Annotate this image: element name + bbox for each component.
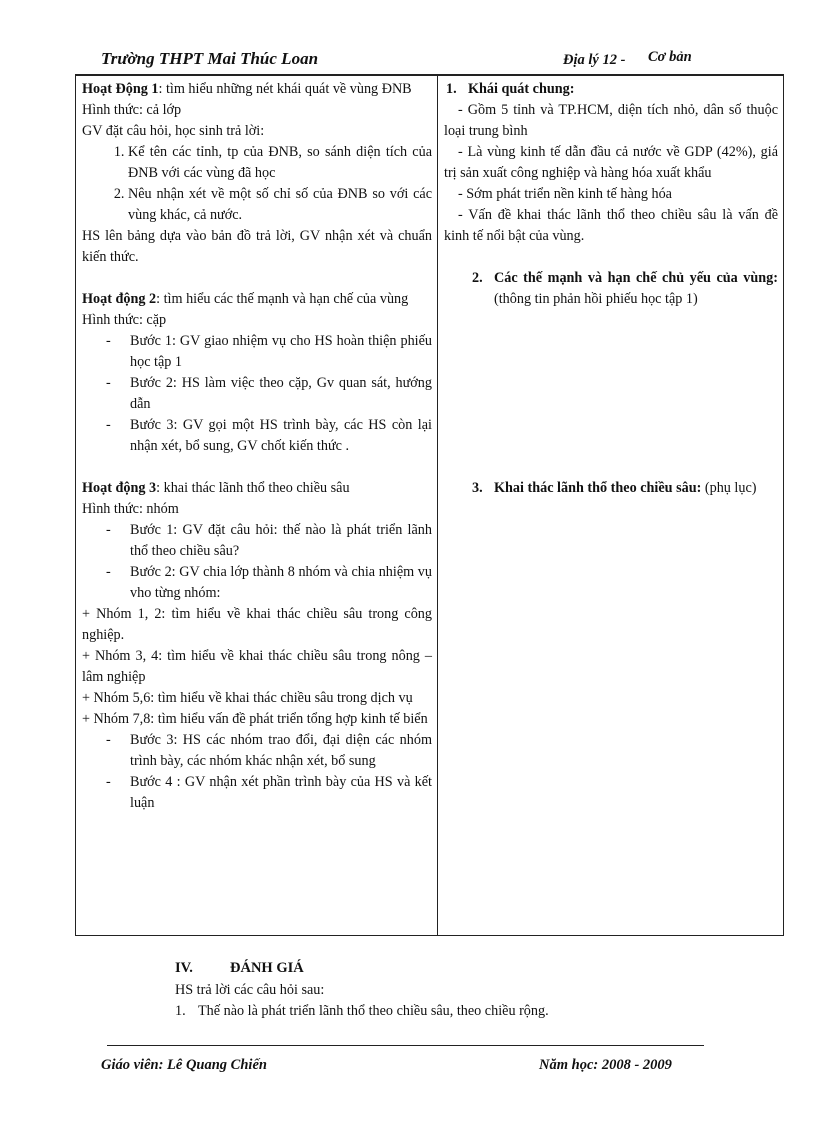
- activity-1-form: Hình thức: cả lớp: [82, 102, 182, 118]
- section-1-line: - Là vùng kinh tế dẫn đầu cả nước về GDP (42%), giá trị sản xuất công nghiệp và hàng hóa xuất khẩu: [444, 144, 778, 181]
- group-task: + Nhóm 3, 4: tìm hiểu về khai thác chiều sâu trong nông – lâm nghiệp: [82, 648, 432, 685]
- activities-column: [76, 76, 438, 936]
- section-2-note: (thông tin phản hồi phiếu học tập 1): [494, 291, 698, 307]
- level-label: Cơ bản: [648, 49, 692, 65]
- list-item: - Bước 3: GV gọi một HS trình bày, các HS còn lại nhận xét, bổ sung, GV chốt kiến thức .: [130, 415, 432, 457]
- activity-3-heading: [82, 478, 432, 499]
- activity-2-title: Hoạt động 2: [82, 291, 157, 307]
- evaluation-intro: HS trả lời các câu hỏi sau:: [175, 982, 325, 998]
- footer-teacher: Giáo viên: Lê Quang Chiến: [101, 1057, 267, 1073]
- question-number: 1.: [175, 1003, 186, 1019]
- activity-2-form: Hình thức: cặp: [82, 312, 167, 328]
- activity-2-steps: [82, 331, 432, 457]
- activity-1-questions: [82, 142, 432, 226]
- list-item: - Bước 2: GV chia lớp thành 8 nhóm và chia nhiệm vụ vho từng nhóm:: [130, 562, 432, 604]
- activity-2-desc: : tìm hiểu các thế mạnh và hạn chế của vùng: [156, 291, 409, 307]
- activity-1-intro: GV đặt câu hỏi, học sinh trả lời:: [82, 123, 265, 139]
- section-1-line: - Gồm 5 tỉnh và TP.HCM, diện tích nhỏ, dân số thuộc loại trung bình: [444, 102, 778, 139]
- group-task: + Nhóm 5,6: tìm hiểu về khai thác chiều sâu trong dịch vụ: [82, 690, 413, 706]
- content-column: [438, 76, 784, 936]
- question-text: Thế nào là phát triển lãnh thổ theo chiều sâu, theo chiều rộng.: [198, 1003, 549, 1019]
- list-item: - Bước 1: GV đặt câu hỏi: thế nào là phát triển lãnh thổ theo chiều sâu?: [130, 520, 432, 562]
- section-1-line: - Vấn đề khai thác lãnh thổ theo chiều sâu là vấn đề kinh tế nổi bật của vùng.: [444, 207, 778, 244]
- subject-label: Địa lý 12 -: [563, 52, 626, 68]
- group-task: + Nhóm 7,8: tìm hiểu vấn đề phát triển tổng hợp kinh tế biển: [82, 711, 428, 727]
- activity-3-form: Hình thức: nhóm: [82, 501, 179, 517]
- evaluation-heading: [175, 960, 304, 977]
- section-3-note: (phụ lục): [701, 480, 757, 496]
- section-1-title: Khái quát chung:: [468, 81, 575, 97]
- evaluation-title: ĐÁNH GIÁ: [230, 960, 304, 976]
- evaluation-number: IV.: [175, 960, 193, 976]
- section-3: [444, 478, 778, 499]
- lesson-table: [75, 75, 784, 936]
- list-item: - Bước 4 : GV nhận xét phần trình bày của HS và kết luận: [130, 772, 432, 814]
- activity-3-desc: : khai thác lãnh thổ theo chiều sâu: [156, 480, 350, 496]
- list-item: 1. Kể tên các tỉnh, tp của ĐNB, so sánh diện tích của ĐNB với các vùng đã học: [128, 142, 432, 184]
- evaluation-question: [175, 1003, 549, 1020]
- activity-1-heading: [82, 79, 432, 100]
- section-2-title: Các thế mạnh và hạn chế chủ yếu của vùng:: [494, 270, 778, 286]
- activity-1-desc: : tìm hiểu những nét khái quát về vùng ĐNB: [158, 81, 412, 97]
- section-1: [444, 79, 778, 100]
- section-2: [444, 268, 778, 310]
- group-task: + Nhóm 1, 2: tìm hiểu về khai thác chiều sâu trong công nghiệp.: [82, 606, 432, 643]
- activity-3-steps-b: [82, 730, 432, 814]
- activity-1-title: Hoạt Động 1: [82, 81, 159, 97]
- section-1-line: - Sớm phát triển nền kinh tế hàng hóa: [458, 186, 672, 202]
- list-item: 2. Nêu nhận xét về một số chỉ số của ĐNB so với các vùng khác, cả nước.: [128, 184, 432, 226]
- section-3-title: Khai thác lãnh thổ theo chiều sâu:: [494, 480, 702, 496]
- list-item: - Bước 1: GV giao nhiệm vụ cho HS hoàn thiện phiếu học tập 1: [130, 331, 432, 373]
- school-name: Trường THPT Mai Thúc Loan: [101, 49, 319, 68]
- section-3-number: 3.: [472, 480, 483, 496]
- section-1-number: 1.: [446, 81, 457, 97]
- footer-year: Năm học: 2008 - 2009: [539, 1057, 672, 1073]
- section-2-number: 2.: [472, 270, 483, 286]
- list-item: - Bước 2: HS làm việc theo cặp, Gv quan sát, hướng dẫn: [130, 373, 432, 415]
- list-item: - Bước 3: HS các nhóm trao đổi, đại diện các nhóm trình bày, các nhóm khác nhận xét, bổ sung: [130, 730, 432, 772]
- activity-1-outro: HS lên bảng dựa vào bản đồ trả lời, GV nhận xét và chuẩn kiến thức.: [82, 228, 432, 265]
- activity-3-title: Hoạt động 3: [82, 480, 157, 496]
- footer-rule: [107, 1045, 704, 1046]
- activity-3-steps-a: [82, 520, 432, 604]
- activity-2-heading: [82, 289, 432, 310]
